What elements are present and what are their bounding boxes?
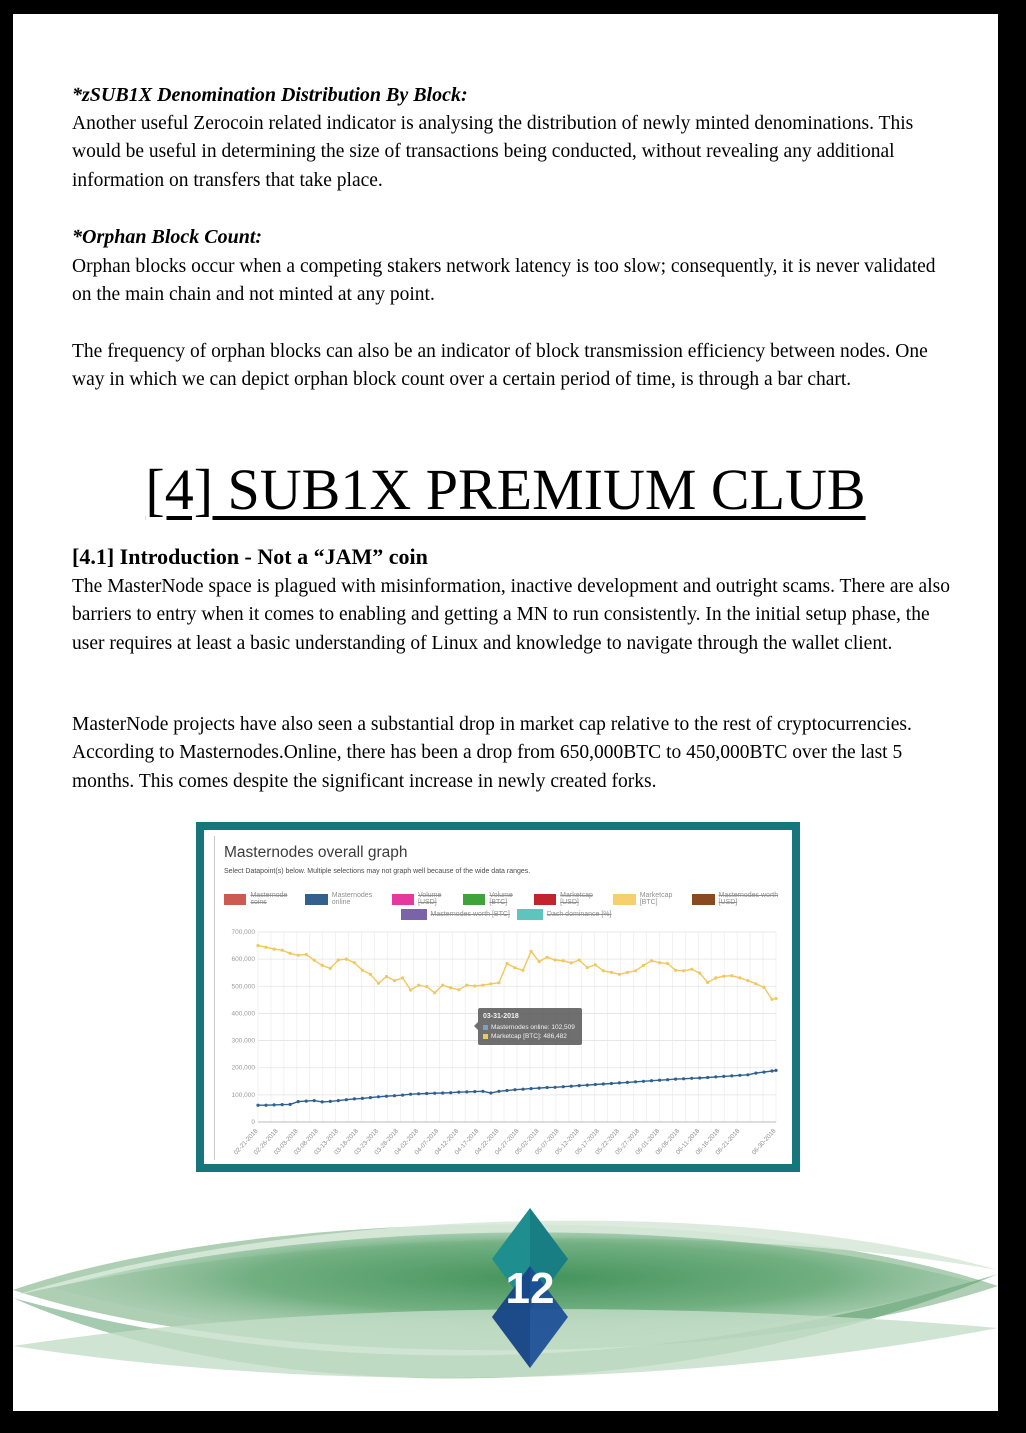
chart-subtitle: Select Datapoint(s) below. Multiple selections may not graph well because of the wide data ranges.	[224, 868, 531, 875]
legend-label: Masternodes worth [USD]	[718, 892, 779, 906]
legend-item-volume-usd[interactable]	[392, 892, 456, 906]
page-number: 12	[505, 1264, 555, 1313]
intro-paragraph-2: MasterNode projects have also seen a substantial drop in market cap relative to the rest of cryptocurrencies. According to Masternodes.Online, there has been a drop from 650,000BTC to 450,000BTC over the last 5 months. This comes despite the significant increase in newly created forks.	[72, 714, 912, 792]
legend-swatch	[692, 894, 715, 905]
tooltip-row: Masternodes online: 102,509	[483, 1023, 577, 1032]
svg-text:05-22-2018: 05-22-2018	[594, 1127, 621, 1157]
tooltip-row: Marketcap [BTC]: 486,482	[483, 1032, 577, 1041]
legend-swatch	[517, 909, 543, 920]
zsub1x-distribution-heading: *zSUB1X Denomination Distribution By Block:	[72, 84, 468, 106]
svg-text:03-23-2018: 03-23-2018	[353, 1127, 380, 1157]
tooltip-swatch	[483, 1034, 488, 1039]
legend-label: Volume [BTC]	[489, 892, 513, 906]
svg-text:05-07-2018: 05-07-2018	[533, 1127, 561, 1157]
svg-text:03-13-2018: 03-13-2018	[313, 1127, 340, 1157]
svg-text:100,000: 100,000	[231, 1091, 255, 1099]
section-4-1-title: [4.1] Introduction - Not a “JAM” coin	[72, 544, 428, 569]
masternodes-chart-plot	[224, 924, 784, 1172]
legend-item-masternodes-worth-usd[interactable]	[692, 892, 788, 906]
legend-label: Dash dominance [%]	[546, 911, 612, 918]
legend-label: Marketcap [BTC]	[639, 892, 673, 906]
legend-label: Masternodes worth [BTC]	[430, 911, 510, 918]
svg-text:300,000: 300,000	[231, 1037, 255, 1045]
svg-text:05-17-2018: 05-17-2018	[574, 1127, 601, 1157]
chart-inner-panel	[214, 836, 788, 1160]
svg-text:04-27-2018: 04-27-2018	[493, 1127, 521, 1157]
intro-paragraph-1: The MasterNode space is plagued with misinformation, inactive development and outright scams. There are also barriers to entry when it comes to enabling and getting a MN to run consistently. In the initial setup phase, the user requires at least a basic understanding of Linux and knowledge to navigate through the wallet client.	[72, 576, 950, 654]
legend-item-marketcap-usd[interactable]	[534, 892, 607, 906]
svg-text:04-22-2018: 04-22-2018	[473, 1127, 501, 1157]
svg-text:06-16-2018: 06-16-2018	[694, 1127, 722, 1157]
svg-text:05-27-2018: 05-27-2018	[614, 1127, 641, 1157]
svg-text:500,000: 500,000	[231, 983, 255, 991]
zsub1x-distribution-paragraph: Another useful Zerocoin related indicator is analysing the distribution of newly minted denominations. This would be useful in determining the size of transactions being conducted, without revealing any additional information on transfers that take place.	[72, 113, 914, 191]
legend-swatch	[224, 894, 246, 905]
svg-text:03-03-2018: 03-03-2018	[272, 1127, 300, 1157]
svg-text:600,000: 600,000	[231, 956, 255, 964]
svg-text:04-07-2018: 04-07-2018	[413, 1127, 441, 1157]
orphan-block-count-heading: *Orphan Block Count:	[72, 226, 263, 248]
orphan-block-paragraph-1: Orphan blocks occur when a competing stakers network latency is too slow; consequently, it is never validated on the main chain and not minted at any point.	[72, 256, 936, 306]
svg-text:200,000: 200,000	[231, 1064, 255, 1072]
legend-item-masternodes-worth-btc[interactable]	[401, 909, 510, 920]
legend-label: Masternode coins	[250, 892, 288, 906]
legend-swatch	[534, 894, 556, 905]
legend-label: Masternodes online	[331, 892, 373, 906]
svg-text:04-17-2018: 04-17-2018	[453, 1127, 481, 1157]
legend-swatch	[401, 909, 427, 920]
tooltip-swatch	[483, 1025, 488, 1030]
svg-text:700,000: 700,000	[231, 929, 255, 936]
legend-item-volume-btc[interactable]	[463, 892, 527, 906]
svg-text:03-18-2018: 03-18-2018	[333, 1127, 360, 1157]
svg-text:04-02-2018: 04-02-2018	[393, 1127, 421, 1157]
legend-swatch	[392, 894, 414, 905]
svg-text:400,000: 400,000	[231, 1010, 255, 1018]
svg-text:06-30-2018: 06-30-2018	[750, 1127, 778, 1157]
svg-text:02-21-2018: 02-21-2018	[232, 1127, 260, 1157]
svg-text:03-28-2018: 03-28-2018	[373, 1127, 401, 1157]
orphan-block-paragraph-2: The frequency of orphan blocks can also be an indicator of block transmission efficiency between nodes. One way in which we can depict orphan block count over a certain period of time, is through a bar chart.	[72, 341, 928, 391]
legend-item-masternodes-online[interactable]	[305, 892, 384, 906]
chart-tooltip	[478, 1008, 582, 1045]
tooltip-date: 03-31-2018	[483, 1013, 519, 1020]
svg-text:03-08-2018: 03-08-2018	[292, 1127, 320, 1157]
svg-text:06-21-2018: 06-21-2018	[714, 1127, 742, 1157]
legend-item-masternode-coins[interactable]	[224, 892, 298, 906]
svg-text:06-06-2018: 06-06-2018	[654, 1127, 682, 1157]
svg-text:06-01-2018: 06-01-2018	[634, 1127, 662, 1157]
svg-text:02-26-2018: 02-26-2018	[252, 1127, 280, 1157]
svg-text:05-02-2018: 05-02-2018	[513, 1127, 541, 1157]
legend-item-dash-dominance[interactable]	[517, 909, 612, 920]
document-page	[13, 14, 998, 1411]
chart-legend-row-2	[224, 909, 788, 920]
legend-label: Volume [USD]	[418, 892, 442, 906]
chart-legend-row-1	[224, 892, 788, 906]
svg-text:0: 0	[251, 1119, 255, 1126]
legend-swatch	[463, 894, 485, 905]
masternodes-overall-graph-widget	[196, 822, 800, 1172]
legend-label: Marketcap [USD]	[560, 892, 593, 906]
legend-swatch	[305, 894, 327, 905]
chart-title: Masternodes overall graph	[224, 844, 408, 861]
legend-item-marketcap-btc[interactable]	[613, 892, 685, 906]
svg-text:04-12-2018: 04-12-2018	[433, 1127, 461, 1157]
diamond-graphic	[468, 1206, 592, 1372]
page-number-diamond	[468, 1206, 592, 1372]
chapter-title: [4] SUB1X PREMIUM CLUB	[145, 457, 866, 522]
legend-swatch	[613, 894, 635, 905]
svg-text:05-12-2018: 05-12-2018	[553, 1127, 581, 1157]
svg-text:06-11-2018: 06-11-2018	[674, 1127, 702, 1156]
